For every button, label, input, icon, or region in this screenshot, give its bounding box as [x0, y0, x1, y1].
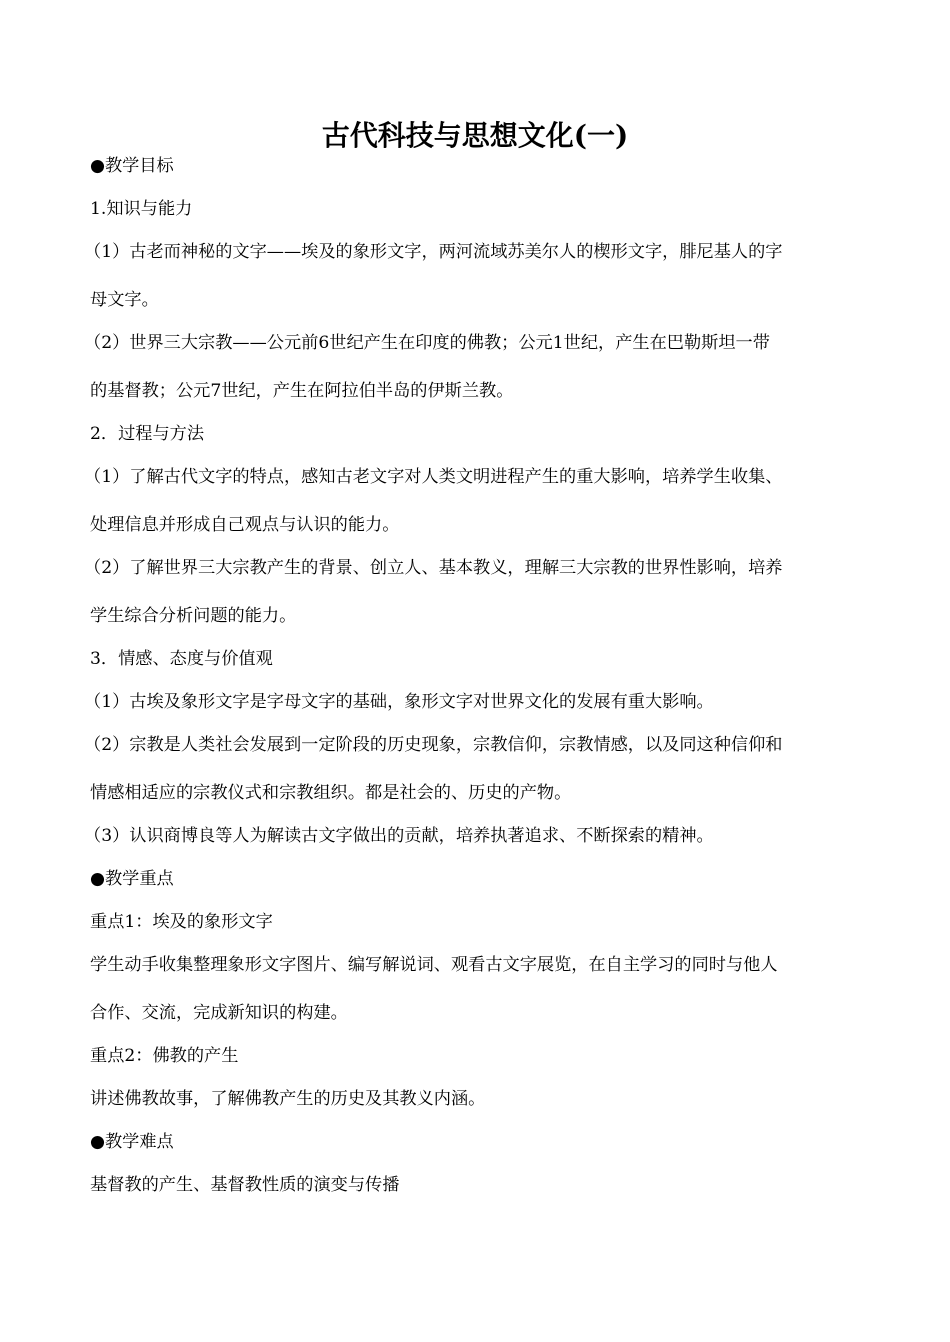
paragraph-line: 基督教的产生、基督教性质的演变与传播 [90, 1175, 400, 1195]
paragraph-line: （2）世界三大宗教——公元前6世纪产生在印度的佛教；公元1世纪，产生在巴勒斯坦一带 [84, 333, 770, 353]
section-heading-key-points: ●教学重点 [90, 869, 174, 889]
paragraph-line: （2）了解世界三大宗教产生的背景、创立人、基本教义，理解三大宗教的世界性影响，培养 [84, 558, 783, 578]
paragraph-line: （1）古老而神秘的文字——埃及的象形文字，两河流域苏美尔人的楔形文字，腓尼基人的字 [84, 242, 783, 262]
document-title: 古代科技与思想文化(一) [321, 119, 629, 152]
paragraph-line: （2）宗教是人类社会发展到一定阶段的历史现象，宗教信仰，宗教情感，以及同这种信仰和 [84, 735, 783, 755]
paragraph-line: 处理信息并形成自己观点与认识的能力。 [90, 515, 400, 535]
key-point-1-heading: 重点1：埃及的象形文字 [90, 912, 273, 932]
paragraph-line: 的基督教；公元7世纪，产生在阿拉伯半岛的伊斯兰教。 [90, 381, 514, 401]
paragraph-line: （1）古埃及象形文字是字母文字的基础，象形文字对世界文化的发展有重大影响。 [84, 692, 714, 712]
paragraph-line: （1）了解古代文字的特点，感知古老文字对人类文明进程产生的重大影响，培养学生收集、 [84, 467, 783, 487]
paragraph-line: 学生动手收集整理象形文字图片、编写解说词、观看古文字展览，在自主学习的同时与他人 [90, 955, 778, 975]
paragraph-line: （3）认识商博良等人为解读古文字做出的贡献，培养执著追求、不断探索的精神。 [84, 826, 714, 846]
section-heading-difficulties: ●教学难点 [90, 1132, 174, 1152]
key-point-2-heading: 重点2：佛教的产生 [90, 1046, 239, 1066]
subheading-knowledge-ability: 1.知识与能力 [90, 199, 193, 219]
section-heading-objectives: ●教学目标 [90, 156, 174, 176]
paragraph-line: 合作、交流，完成新知识的构建。 [90, 1003, 348, 1023]
paragraph-line: 讲述佛教故事，了解佛教产生的历史及其教义内涵。 [90, 1089, 486, 1109]
subheading-emotion-values: 3．情感、态度与价值观 [90, 649, 273, 669]
paragraph-line: 学生综合分析问题的能力。 [90, 606, 297, 626]
paragraph-line: 母文字。 [90, 290, 159, 310]
paragraph-line: 情感相适应的宗教仪式和宗教组织。都是社会的、历史的产物。 [90, 783, 572, 803]
subheading-process-method: 2．过程与方法 [90, 424, 205, 444]
